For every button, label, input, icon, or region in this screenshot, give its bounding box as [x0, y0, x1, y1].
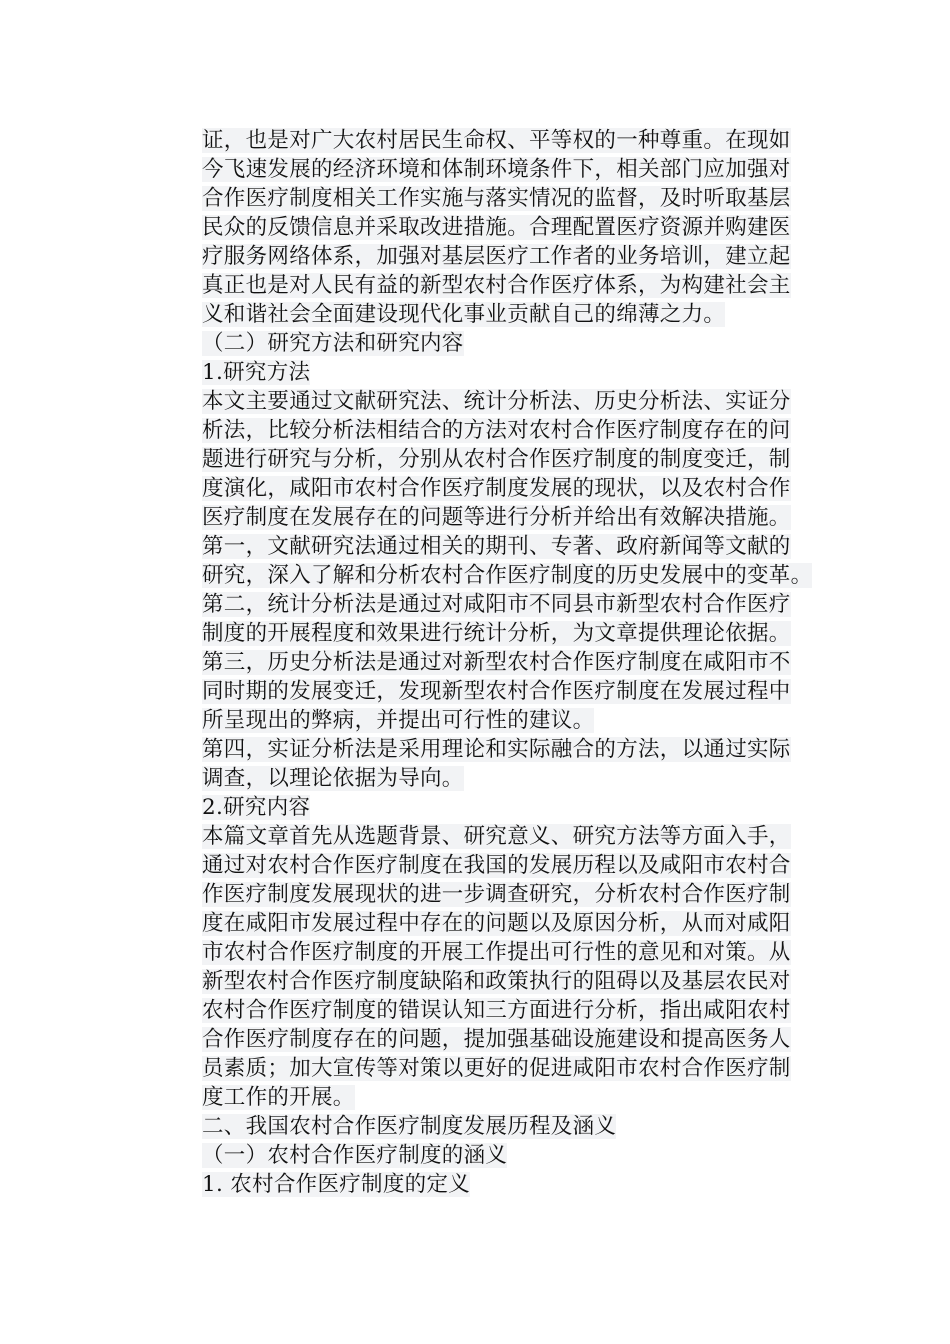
text-line: 作医疗制度发展现状的进一步调查研究，分析农村合作医疗制: [202, 882, 791, 907]
text-line: 第一，文献研究法通过相关的期刊、专著、政府新闻等文献的: [202, 534, 791, 559]
subsection-heading: 2.研究内容: [202, 795, 311, 820]
text-line: 市农村合作医疗制度的开展工作提出可行性的意见和对策。从: [202, 940, 791, 965]
text-line: 新型农村合作医疗制度缺陷和政策执行的阻碍以及基层农民对: [202, 969, 791, 994]
text-line: 本篇文章首先从选题背景、研究意义、研究方法等方面入手，: [202, 824, 791, 849]
text-line: 第二，统计分析法是通过对咸阳市不同县市新型农村合作医疗: [202, 592, 791, 617]
text-line: 员素质；加大宣传等对策以更好的促进咸阳市农村合作医疗制: [202, 1056, 791, 1081]
text-line: 制度的开展程度和效果进行统计分析，为文章提供理论依据。: [202, 621, 791, 646]
subsection-heading: 1.研究方法: [202, 360, 311, 385]
text-line: 农村合作医疗制度的错误认知三方面进行分析，指出咸阳农村: [202, 998, 791, 1023]
text-line: 合作医疗制度相关工作实施与落实情况的监督，及时听取基层: [202, 186, 791, 211]
document-body: [202, 126, 812, 1199]
chapter-heading: 二、我国农村合作医疗制度发展历程及涵义: [202, 1114, 617, 1139]
subsection-heading: 1. 农村合作医疗制度的定义: [202, 1172, 471, 1197]
text-line: 研究，深入了解和分析农村合作医疗制度的历史发展中的变革。: [202, 563, 813, 588]
text-line: 度工作的开展。: [202, 1085, 355, 1110]
text-line: 第三，历史分析法是通过对新型农村合作医疗制度在咸阳市不: [202, 650, 791, 675]
text-line: 民众的反馈信息并采取改进措施。合理配置医疗资源并购建医: [202, 215, 791, 240]
text-line: 调查，以理论依据为导向。: [202, 766, 464, 791]
text-line: 医疗制度在发展存在的问题等进行分析并给出有效解决措施。: [202, 505, 791, 530]
text-line: 题进行研究与分析，分别从农村合作医疗制度的制度变迁，制: [202, 447, 791, 472]
text-line: 今飞速发展的经济环境和体制环境条件下，相关部门应加强对: [202, 157, 791, 182]
text-line: 度在咸阳市发展过程中存在的问题以及原因分析，从而对咸阳: [202, 911, 791, 936]
text-line: 所呈现出的弊病，并提出可行性的建议。: [202, 708, 595, 733]
text-line: 证，也是对广大农村居民生命权、平等权的一种尊重。在现如: [202, 128, 791, 153]
text-line: 通过对农村合作医疗制度在我国的发展历程以及咸阳市农村合: [202, 853, 791, 878]
section-heading: （二）研究方法和研究内容: [202, 331, 464, 356]
text-line: 析法，比较分析法相结合的方法对农村合作医疗制度存在的问: [202, 418, 791, 443]
text-line: 真正也是对人民有益的新型农村合作医疗体系，为构建社会主: [202, 273, 791, 298]
text-line: 同时期的发展变迁，发现新型农村合作医疗制度在发展过程中: [202, 679, 791, 704]
section-heading: （一）农村合作医疗制度的涵义: [202, 1143, 508, 1168]
text-line: 义和谐社会全面建设现代化事业贡献自己的绵薄之力。: [202, 302, 726, 327]
text-line: 度演化，咸阳市农村合作医疗制度发展的现状，以及农村合作: [202, 476, 791, 501]
text-line: 疗服务网络体系，加强对基层医疗工作者的业务培训，建立起: [202, 244, 791, 269]
text-line: 第四，实证分析法是采用理论和实际融合的方法，以通过实际: [202, 737, 791, 762]
text-line: 本文主要通过文献研究法、统计分析法、历史分析法、实证分: [202, 389, 791, 414]
text-line: 合作医疗制度存在的问题，提加强基础设施建设和提高医务人: [202, 1027, 791, 1052]
